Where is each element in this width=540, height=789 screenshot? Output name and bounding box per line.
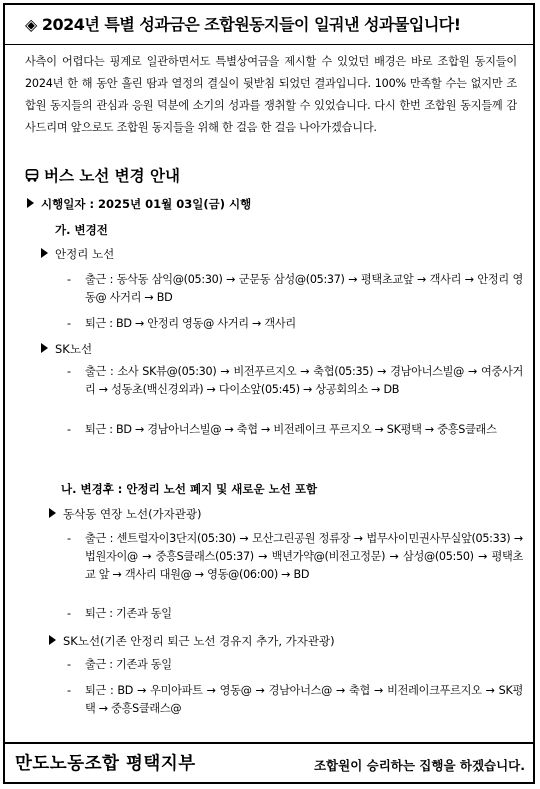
- section-title-text: 버스 노선 변경 안내: [44, 167, 180, 185]
- before-heading: 가. 변경전: [55, 223, 108, 237]
- triangle-bullet-icon: [41, 248, 48, 258]
- date-line-text: 시행일자 : 2025년 01월 03일(금) 시행: [41, 197, 252, 211]
- triangle-bullet-icon: [49, 635, 56, 645]
- org-name: 만도노동조합 평택지부: [15, 754, 196, 774]
- triangle-bullet-icon: [27, 198, 34, 208]
- intro-paragraph: 사측이 어렵다는 핑계로 일관하면서도 특별상여금을 제시할 수 있었던 배경은 바로 조합원 동지들이 2024년 한 해 동안 흘린 땀과 열정의 결실이 뒷받침 되었던 결과입니다. 100% 만족할 수는 없지만 조합원 동지들의 관심과 응원 덕분에 소기의 성과를 쟁취할 수 있었습니다. 다시 한번 조합원 동지들께 감사드리며 앞으로도 조합원 동지들을 위해 한 걸음 한 걸음 나아가겠습니다.: [25, 55, 517, 134]
- route-name-sk-new: SK노선(기존 안정리 퇴근 노선 경유지 추가, 가자관광): [49, 632, 335, 650]
- slogan: 조합원이 승리하는 집행을 하겠습니다.: [313, 758, 525, 773]
- route-name-dongsak: 동삭동 연장 노선(가자관광): [49, 505, 201, 523]
- notice-body: ◈ 2024년 특별 성과금은 조합원동지들이 일궈낸 성과물입니다! 사측이 어렵다는 핑계로 일관하면서도 특별상여금을 제시할 수 있었던 배경은 바로 조합원 동지들이 2024년 한 해 동안 흘린 땀과 열정의 결실이 뒷받침 되었던 결과입니다. 100% 만족할 수는 없지만 조합원 동지들의 관심과 응원 덕분에 소기의 성과를 쟁취할 수 있었습니다. 다시 한번 조합원 동지들께 감사드리며 앞으로도 조합원 동지들을 위해 한 걸음 한 걸음 나아가겠습니다. 버스 노선 변경 안내 시행일자 : 2025년 01월 03일(금) 시행 가. 변경전 안정리 노선 - 출근 : 동삭동 삼익@(05:30) → 군문동 삼성@(05:37) → 평택초교앞 → 객사리 → 안정리 영동@ 사거리 → BD - 퇴근 : BD → 안정리 영동@ 사거리 → 객사리 SK노선 - 출근 : 소사 SK뷰@(05:30) → 비전푸르지오 → 축협(05:35) → 경남아너스빌@ → 여중사거리 → 성동초(백신경외과) → 다이소앞(05:45) → 상공회의소 → DB - 퇴근 : BD → 경남아너스빌@ → 축협 → 비전레이크 푸르지오 → SK평택 → 중흥S클래스 나. 변경후 : 안정리 노선 폐지 및 새로운 노선 포함 동삭동 연장 노선(가자관광) - 출근 : 센트럴자이3단지(05:30) → 모산그린공원 정류장 → 법무사이민권사무실앞(05:33) → 법원자이@ → 중흥S클래스(05:37) → 백년가약@(비전고정문) → 삼성@(05:50) → 평택초교 앞 → 객사리 대원@ → 영동@(06:00) → BD - 퇴근 : 기존과 동일 SK노선(기존 안정리 퇴근 노선 경유지 추가, 가자관광) - 출근 : 기존과 동일 - 퇴근 : BD → 우미아파트 → 영동@ → 경남아너스@ → 축협 → 비전레이크푸르지오 → SK평택 → 중흥S클래스@: [5, 5, 533, 744]
- triangle-bullet-icon: [41, 343, 48, 353]
- route-name-anjeong: 안정리 노선: [41, 245, 114, 263]
- triangle-bullet-icon: [49, 508, 56, 518]
- footer: [5, 744, 533, 784]
- after-heading: 나. 변경후 : 안정리 노선 폐지 및 새로운 노선 포함: [61, 482, 318, 496]
- headline: ◈ 2024년 특별 성과금은 조합원동지들이 일궈낸 성과물입니다!: [5, 5, 533, 45]
- notice-frame: [3, 3, 535, 784]
- route-name-sk: SK노선: [41, 340, 92, 358]
- bus-icon: [25, 169, 39, 182]
- date-line: [27, 195, 251, 213]
- section-title: [25, 165, 180, 187]
